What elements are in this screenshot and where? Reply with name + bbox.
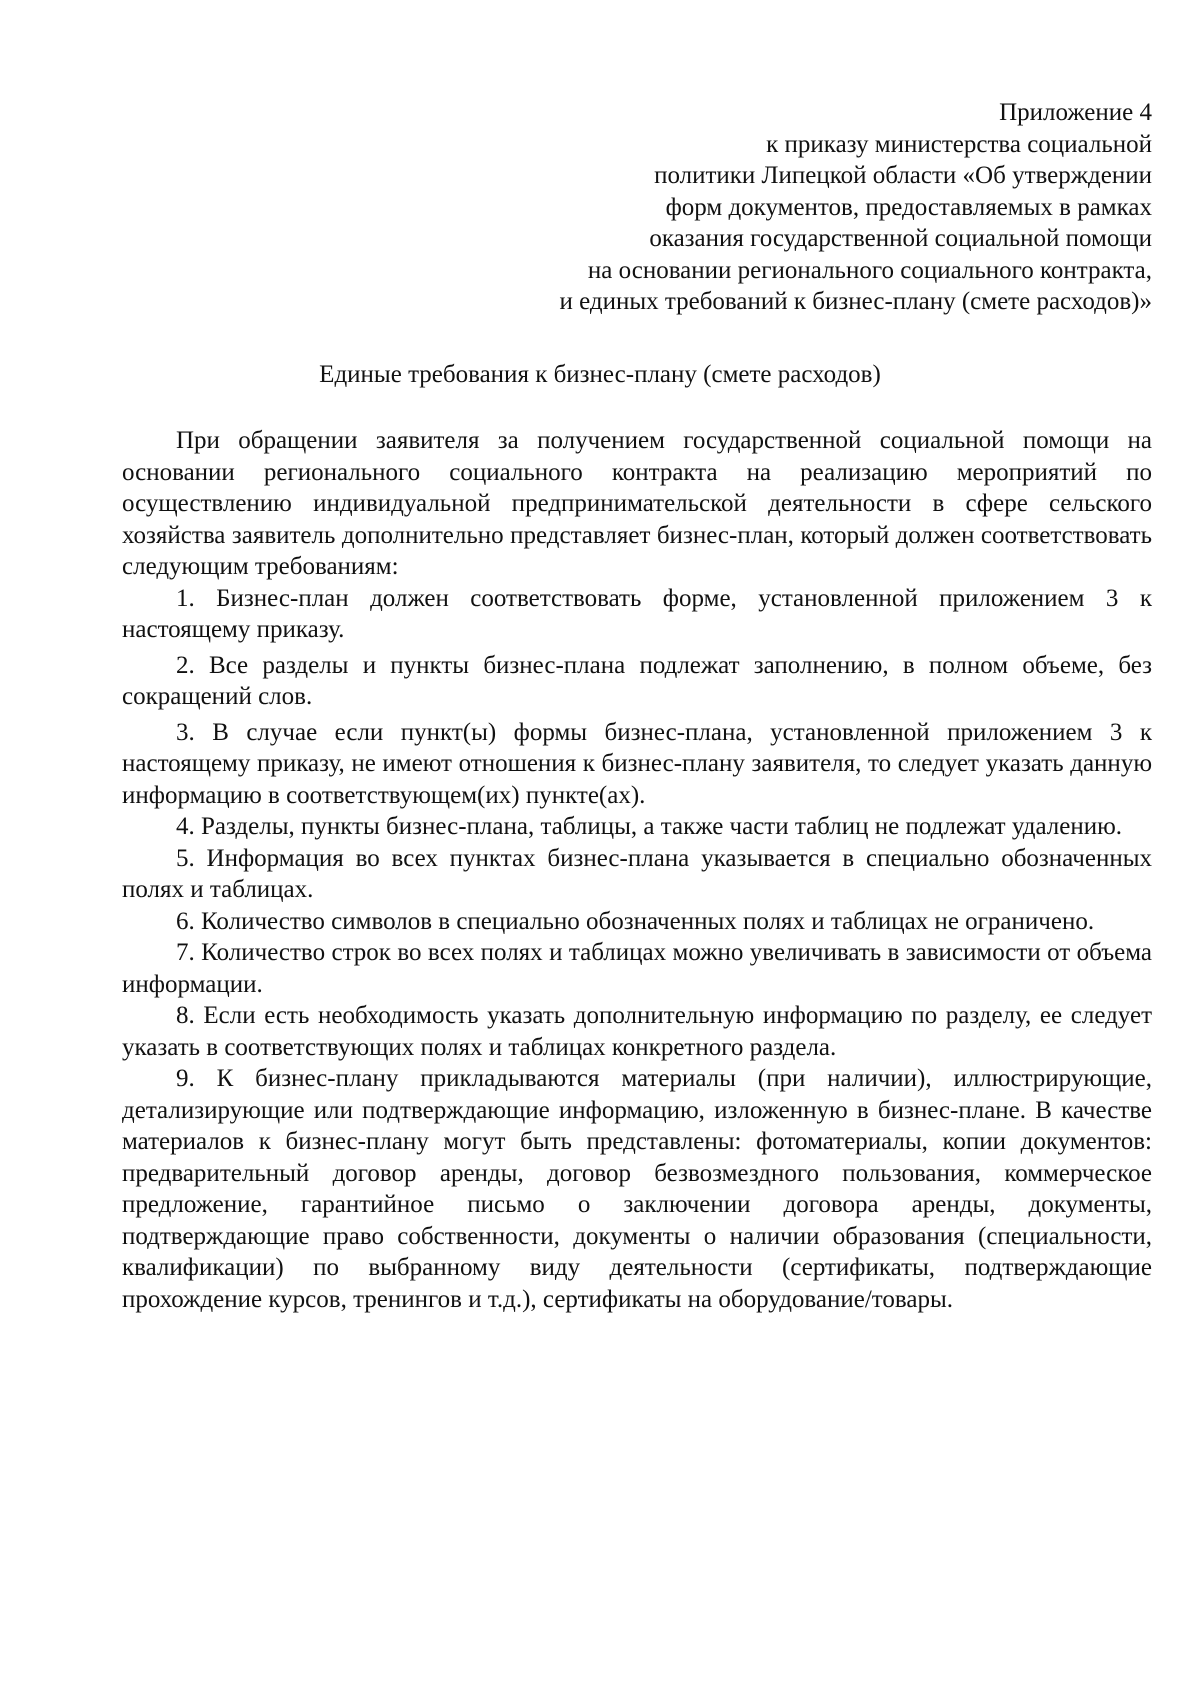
appendix-header-line: на основании регионального социального контракта,: [587, 256, 1152, 284]
document-body: [122, 425, 1152, 1315]
appendix-header-line: к приказу министерства социальной: [766, 130, 1152, 158]
requirement-item-3: 3. В случае если пункт(ы) формы бизнес-плана, установленной приложением 3 к настоящему приказу, не имеют отношения к бизнес-плану заявителя, то следует указать данную информацию в соответствующем(их) пункте(ах).: [122, 718, 1152, 809]
appendix-header-line: оказания государственной социальной помощи: [649, 225, 1152, 252]
requirement-item-1: 1. Бизнес-план должен соответствовать форме, установленной приложением 3 к настоящему приказу.: [122, 584, 1152, 643]
appendix-header-line: политики Липецкой области «Об утверждении: [654, 162, 1152, 189]
intro-paragraph: При обращении заявителя за получением государственной социальной помощи на основании регионального социального контракта на реализацию мероприятий по осуществлению индивидуальной предпринимательской деятельности в сфере сельского хозяйства заявитель дополнительно представляет бизнес-план, который должен соответствовать следующим требованиям:: [122, 427, 1152, 580]
appendix-header: [392, 97, 1152, 318]
requirement-item-5: 5. Информация во всех пунктах бизнес-плана указывается в специально обозначенных полях и таблицах.: [122, 844, 1152, 903]
appendix-header-line: Приложение 4: [999, 99, 1152, 126]
requirement-item-6: 6. Количество символов в специально обозначенных полях и таблицах не ограничено.: [176, 907, 1095, 935]
requirement-item-7: 7. Количество строк во всех полях и таблицах можно увеличивать в зависимости от объема информации.: [122, 939, 1152, 998]
requirement-item-4: 4. Разделы, пункты бизнес-плана, таблицы, а также части таблиц не подлежат удалению.: [176, 813, 1123, 840]
requirement-item-2: 2. Все разделы и пункты бизнес-плана подлежат заполнению, в полном объеме, без сокращений слов.: [122, 651, 1152, 710]
document-title: Единые требования к бизнес-плану (смете расходов): [319, 361, 881, 388]
requirement-item-8: 8. Если есть необходимость указать дополнительную информацию по разделу, ее следует указать в соответствующих полях и таблицах конкретного раздела.: [122, 1002, 1152, 1061]
appendix-header-line: форм документов, предоставляемых в рамках: [665, 193, 1152, 221]
appendix-header-line: и единых требований к бизнес-плану (смете расходов)»: [559, 288, 1152, 315]
requirement-item-9: 9. К бизнес-плану прикладываются материалы (при наличии), иллюстрирующие, детализирующие или подтверждающие информацию, изложенную в бизнес-плане. В качестве материалов к бизнес-плану могут быть представлены: фотоматериалы, копии документов: предварительный договор аренды, договор безвозмездного пользования, коммерческое предложение, гарантийное письмо о заключении договора аренды, документы, подтверждающие право собственности, документы о наличии образования (специальности, квалификации) по выбранному виду деятельности (сертификаты, подтверждающие прохождение курсов, тренингов и т.д.), сертификаты на оборудование/товары.: [122, 1065, 1152, 1313]
